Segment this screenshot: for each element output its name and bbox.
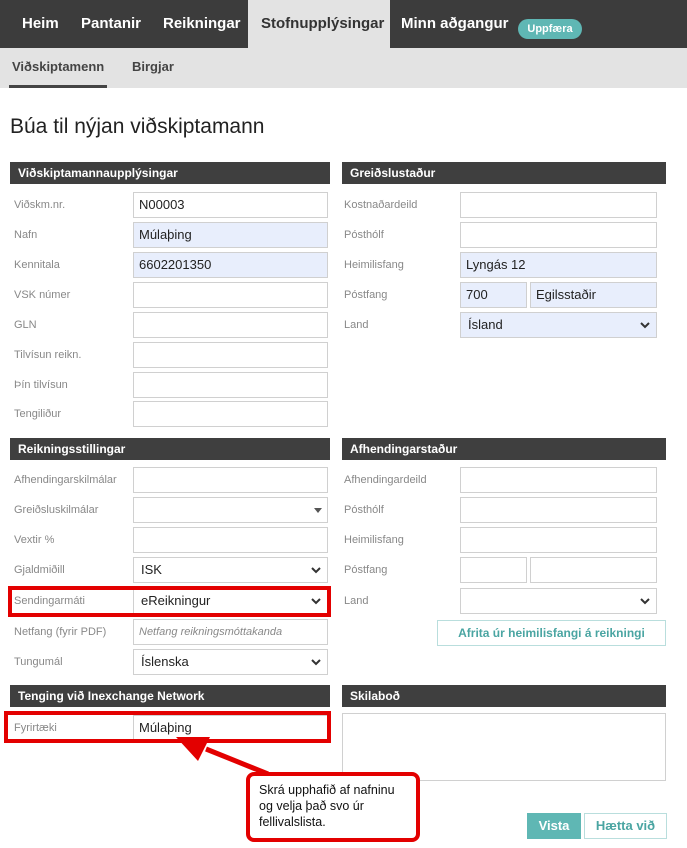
- subnav-suppliers[interactable]: Birgjar: [132, 59, 174, 74]
- upgrade-badge[interactable]: Uppfæra: [518, 19, 582, 39]
- delivery-country-select[interactable]: [460, 588, 657, 614]
- label-delivery-department: Afhendingardeild: [344, 474, 427, 486]
- label-invoice-reference: Tilvísun reikn.: [14, 349, 82, 361]
- country-select-value: Ísland: [468, 317, 503, 332]
- label-postcode: Póstfang: [344, 289, 388, 301]
- delivery-postcode-input[interactable]: [460, 557, 527, 583]
- label-gln: GLN: [14, 319, 37, 331]
- nav-invoices[interactable]: Reikningar: [163, 15, 241, 32]
- label-delivery-address: Heimilisfang: [344, 534, 404, 546]
- contact-input[interactable]: [133, 401, 328, 427]
- name-input[interactable]: Múlaþing: [133, 222, 328, 248]
- label-company: Fyrirtæki: [14, 722, 57, 734]
- label-po-box: Pósthólf: [344, 229, 384, 241]
- section-header-delivery-place: Afhendingarstaður: [342, 438, 666, 460]
- label-contact: Tengiliður: [14, 408, 62, 420]
- label-national-id: Kennitala: [14, 259, 60, 271]
- invoice-reference-input[interactable]: [133, 342, 328, 368]
- cost-department-input[interactable]: [460, 192, 657, 218]
- email-pdf-input[interactable]: Netfang reikningsmóttakanda: [133, 619, 328, 645]
- label-delivery-country: Land: [344, 595, 369, 607]
- country-select[interactable]: [460, 312, 657, 338]
- sending-method-select-value: eReikningur: [141, 593, 211, 608]
- top-navigation: [0, 0, 687, 48]
- currency-select-value: ISK: [141, 562, 162, 577]
- currency-select[interactable]: [133, 557, 328, 583]
- label-address: Heimilisfang: [344, 259, 404, 271]
- sub-navigation: [0, 48, 687, 88]
- gln-input[interactable]: [133, 312, 328, 338]
- label-language: Tungumál: [14, 656, 63, 668]
- delivery-address-input[interactable]: [460, 527, 657, 553]
- delivery-terms-input[interactable]: [133, 467, 328, 493]
- highlight-sending-method: [8, 586, 331, 617]
- label-payment-terms: Greiðsluskilmálar: [14, 504, 99, 516]
- caret-down-icon: [314, 508, 322, 513]
- nav-home[interactable]: Heim: [22, 15, 59, 32]
- address-input[interactable]: Lyngás 12: [460, 252, 657, 278]
- label-interest: Vextir %: [14, 534, 55, 546]
- label-name: Nafn: [14, 229, 38, 241]
- messages-textarea[interactable]: [342, 713, 666, 781]
- delivery-department-input[interactable]: [460, 467, 657, 493]
- label-delivery-po-box: Pósthólf: [344, 504, 384, 516]
- language-select[interactable]: [133, 649, 328, 675]
- chevron-down-icon: [309, 563, 323, 577]
- interest-input[interactable]: [133, 527, 328, 553]
- section-header-payment-place: Greiðslustaður: [342, 162, 666, 184]
- cancel-button[interactable]: Hætta við: [584, 813, 667, 839]
- nav-orders[interactable]: Pantanir: [81, 15, 142, 32]
- language-select-value: Íslenska: [141, 654, 189, 669]
- subnav-customers[interactable]: Viðskiptamenn: [9, 48, 107, 88]
- section-header-inexchange: Tenging við Inexchange Network: [10, 685, 330, 707]
- callout-line-1: Skrá upphafið af nafninu: [259, 783, 395, 797]
- section-header-customer-info: Viðskiptamannaupplýsingar: [10, 162, 330, 184]
- delivery-po-box-input[interactable]: [460, 497, 657, 523]
- section-header-invoice-settings: Reikningsstillingar: [10, 438, 330, 460]
- label-cost-department: Kostnaðardeild: [344, 199, 418, 211]
- callout-line-3: fellivalslista.: [259, 815, 326, 829]
- national-id-input[interactable]: 6602201350: [133, 252, 328, 278]
- page-title: Búa til nýjan viðskiptamann: [10, 115, 265, 138]
- chevron-down-icon: [638, 594, 652, 608]
- label-your-reference: Þín tilvísun: [14, 379, 68, 391]
- postcode-input[interactable]: 700: [460, 282, 527, 308]
- po-box-input[interactable]: [460, 222, 657, 248]
- save-button[interactable]: Vista: [527, 813, 581, 839]
- section-header-messages: Skilaboð: [342, 685, 666, 707]
- label-sending-method: Sendingarmáti: [14, 595, 85, 607]
- nav-master-data[interactable]: Stofnupplýsingar: [248, 0, 390, 48]
- label-delivery-terms: Afhendingarskilmálar: [14, 474, 117, 486]
- nav-my-account[interactable]: Minn aðgangur: [401, 15, 509, 32]
- chevron-down-icon: [309, 655, 323, 669]
- label-currency: Gjaldmiðill: [14, 564, 65, 576]
- customer-number-input[interactable]: N00003: [133, 192, 328, 218]
- label-email-pdf: Netfang (fyrir PDF): [14, 626, 107, 638]
- payment-terms-select[interactable]: [133, 497, 328, 523]
- delivery-city-input[interactable]: [530, 557, 657, 583]
- city-input[interactable]: Egilsstaðir: [530, 282, 657, 308]
- callout-line-2: og velja það svo úr: [259, 799, 364, 813]
- label-country: Land: [344, 319, 369, 331]
- chevron-down-icon: [638, 318, 652, 332]
- your-reference-input[interactable]: [133, 372, 328, 398]
- vat-number-input[interactable]: [133, 282, 328, 308]
- copy-address-button[interactable]: Afrita úr heimilisfangi á reikningi: [437, 620, 666, 646]
- label-vat-number: VSK númer: [14, 289, 71, 301]
- annotation-callout: [246, 772, 420, 842]
- highlight-company: [4, 711, 331, 743]
- company-input[interactable]: Múlaþing: [133, 715, 328, 741]
- label-customer-number: Viðskm.nr.: [14, 199, 66, 211]
- label-delivery-postcode: Póstfang: [344, 564, 388, 576]
